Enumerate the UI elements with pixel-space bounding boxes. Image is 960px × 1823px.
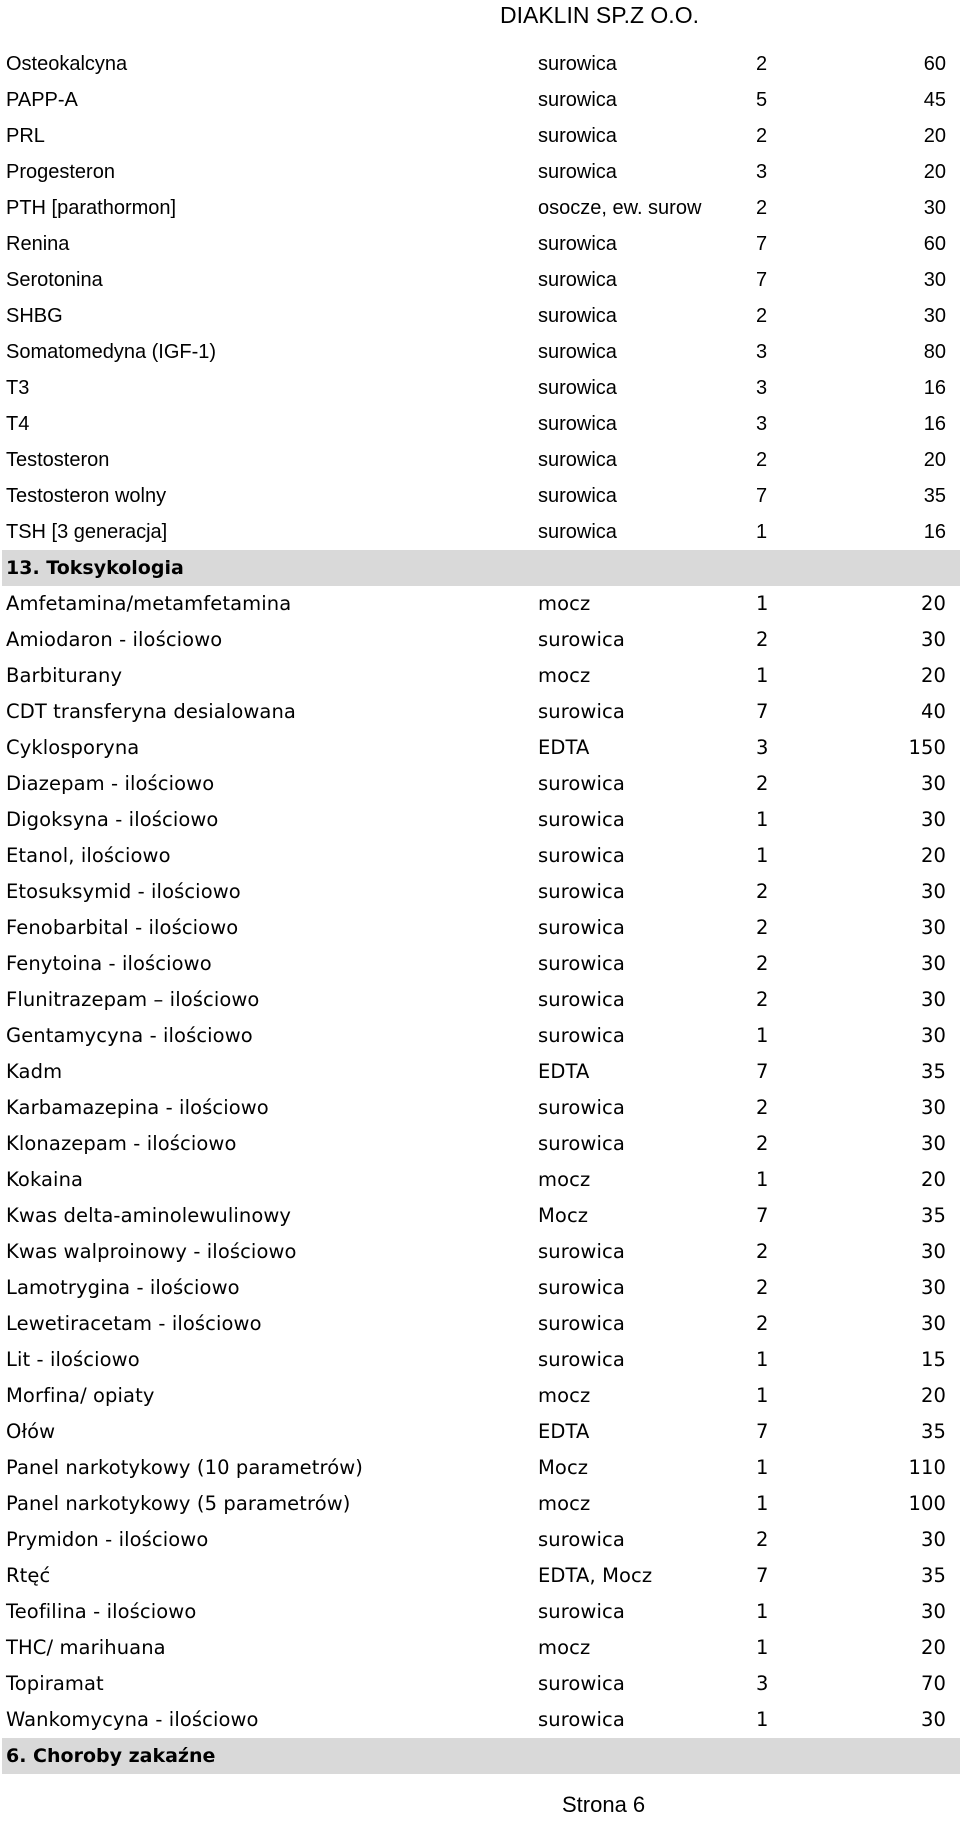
table-row: [2, 190, 960, 226]
material-cell: surowica: [538, 521, 617, 543]
material-cell: surowica: [538, 269, 617, 291]
test-name-cell: Testosteron: [6, 449, 110, 471]
material-cell: surowica: [538, 1276, 625, 1299]
turnaround-days-cell: 2: [756, 53, 768, 75]
material-cell: surowica: [538, 1708, 625, 1731]
table-row: [2, 874, 960, 910]
material-cell: surowica: [538, 1528, 625, 1551]
price-cell: 20: [920, 664, 946, 687]
material-cell: surowica: [538, 1132, 625, 1155]
turnaround-days-cell: 3: [756, 1672, 769, 1695]
material-cell: surowica: [538, 53, 617, 75]
price-cell: 35: [923, 485, 946, 507]
price-cell: 45: [923, 89, 946, 111]
price-cell: 30: [923, 305, 946, 327]
turnaround-days-cell: 1: [756, 1384, 769, 1407]
turnaround-days-cell: 2: [756, 916, 769, 939]
test-name-cell: Lit - ilościowo: [6, 1348, 140, 1371]
table-row: [2, 1666, 960, 1702]
price-cell: 30: [920, 628, 946, 651]
test-name-cell: Progesteron: [6, 161, 115, 183]
turnaround-days-cell: 2: [756, 197, 768, 219]
test-name-cell: Wankomycyna - ilościowo: [6, 1708, 259, 1731]
turnaround-days-cell: 3: [756, 377, 768, 399]
material-cell: EDTA, Mocz: [538, 1564, 653, 1587]
turnaround-days-cell: 7: [756, 485, 768, 507]
turnaround-days-cell: 1: [756, 592, 769, 615]
table-row: [2, 586, 960, 622]
table-row: [2, 730, 960, 766]
material-cell: surowica: [538, 161, 617, 183]
material-cell: surowica: [538, 305, 617, 327]
price-cell: 30: [920, 1132, 946, 1155]
turnaround-days-cell: 2: [756, 449, 768, 471]
table-row: [2, 1522, 960, 1558]
table-row: [2, 478, 960, 514]
turnaround-days-cell: 2: [756, 772, 769, 795]
page-number: Strona 6: [562, 1792, 646, 1817]
material-cell: mocz: [538, 664, 591, 687]
price-cell: 100: [908, 1492, 946, 1515]
table-row: [2, 982, 960, 1018]
price-cell: 20: [923, 161, 946, 183]
table-row: [2, 46, 960, 82]
price-cell: 30: [920, 988, 946, 1011]
turnaround-days-cell: 3: [756, 341, 768, 363]
material-cell: surowica: [538, 808, 625, 831]
section-title: 13. Toksykologia: [2, 550, 960, 586]
material-cell: surowica: [538, 700, 625, 723]
test-name-cell: T4: [6, 413, 30, 435]
material-cell: surowica: [538, 952, 625, 975]
table-row: [2, 622, 960, 658]
hormones-rows: [2, 46, 960, 550]
price-cell: 30: [920, 1600, 946, 1623]
material-cell: EDTA: [538, 1060, 590, 1083]
price-cell: 30: [920, 1096, 946, 1119]
test-name-cell: Renina: [6, 233, 70, 255]
turnaround-days-cell: 1: [756, 1348, 769, 1371]
table-row: [2, 1414, 960, 1450]
table-row: [2, 1630, 960, 1666]
price-cell: 16: [923, 413, 946, 435]
turnaround-days-cell: 1: [756, 1168, 769, 1191]
turnaround-days-cell: 1: [756, 1456, 769, 1479]
turnaround-days-cell: 3: [756, 161, 768, 183]
price-cell: 60: [923, 233, 946, 255]
material-cell: surowica: [538, 1348, 625, 1371]
test-name-cell: SHBG: [6, 305, 63, 327]
price-cell: 15: [920, 1348, 946, 1371]
turnaround-days-cell: 2: [756, 305, 768, 327]
table-row: [2, 82, 960, 118]
table-row: [2, 226, 960, 262]
turnaround-days-cell: 7: [756, 1420, 769, 1443]
material-cell: EDTA: [538, 736, 590, 759]
test-name-cell: Rtęć: [6, 1564, 51, 1587]
table-row: [2, 910, 960, 946]
material-cell: surowica: [538, 1024, 625, 1047]
price-cell: 30: [920, 1240, 946, 1263]
test-name-cell: Diazepam - ilościowo: [6, 772, 215, 795]
material-cell: surowica: [538, 1096, 625, 1119]
table-row: [2, 514, 960, 550]
table-row: [2, 1306, 960, 1342]
turnaround-days-cell: 2: [756, 880, 769, 903]
price-cell: 20: [920, 1384, 946, 1407]
price-cell: 30: [920, 1024, 946, 1047]
material-cell: surowica: [538, 233, 617, 255]
test-name-cell: Ołów: [6, 1420, 56, 1443]
price-cell: 35: [920, 1060, 946, 1083]
table-row: [2, 118, 960, 154]
material-cell: surowica: [538, 772, 625, 795]
material-cell: surowica: [538, 89, 617, 111]
material-cell: mocz: [538, 1492, 591, 1515]
material-cell: Mocz: [538, 1204, 589, 1227]
test-name-cell: Lewetiracetam - ilościowo: [6, 1312, 262, 1335]
toxicology-section: [2, 550, 960, 586]
table-row: [2, 262, 960, 298]
price-cell: 16: [923, 521, 946, 543]
turnaround-days-cell: 2: [756, 1096, 769, 1119]
price-cell: 30: [923, 197, 946, 219]
material-cell: surowica: [538, 844, 625, 867]
price-cell: 30: [920, 880, 946, 903]
material-cell: mocz: [538, 1384, 591, 1407]
test-name-cell: Kadm: [6, 1060, 63, 1083]
test-name-cell: Prymidon - ilościowo: [6, 1528, 209, 1551]
price-cell: 30: [920, 916, 946, 939]
test-name-cell: Kwas delta-aminolewulinowy: [6, 1204, 292, 1227]
table-row: [2, 406, 960, 442]
test-name-cell: PAPP-A: [6, 89, 78, 111]
turnaround-days-cell: 7: [756, 700, 769, 723]
material-cell: surowica: [538, 1672, 625, 1695]
turnaround-days-cell: 1: [756, 664, 769, 687]
test-name-cell: Panel narkotykowy (10 parametrów): [6, 1456, 363, 1479]
price-cell: 20: [920, 1168, 946, 1191]
turnaround-days-cell: 2: [756, 1528, 769, 1551]
turnaround-days-cell: 7: [756, 1204, 769, 1227]
turnaround-days-cell: 2: [756, 988, 769, 1011]
infectious-section: [2, 1738, 960, 1774]
test-name-cell: Amiodaron - ilościowo: [6, 628, 223, 651]
table-row: [2, 946, 960, 982]
turnaround-days-cell: 3: [756, 413, 768, 435]
table-row: [2, 298, 960, 334]
turnaround-days-cell: 5: [756, 89, 768, 111]
price-cell: 80: [923, 341, 946, 363]
test-name-cell: Osteokalcyna: [6, 53, 128, 75]
material-cell: surowica: [538, 880, 625, 903]
test-name-cell: PRL: [6, 125, 45, 147]
test-name-cell: Kokaina: [6, 1168, 84, 1191]
table-row: [2, 1270, 960, 1306]
price-cell: 20: [923, 125, 946, 147]
test-name-cell: T3: [6, 377, 30, 399]
price-cell: 20: [920, 592, 946, 615]
price-cell: 30: [920, 1312, 946, 1335]
material-cell: mocz: [538, 1636, 591, 1659]
table-row: [2, 658, 960, 694]
table-row: [2, 154, 960, 190]
price-cell: 40: [920, 700, 946, 723]
test-name-cell: Topiramat: [6, 1672, 104, 1695]
section-header-toxicology: [2, 550, 960, 586]
test-name-cell: Klonazepam - ilościowo: [6, 1132, 237, 1155]
turnaround-days-cell: 1: [756, 1636, 769, 1659]
price-cell: 30: [920, 1528, 946, 1551]
turnaround-days-cell: 2: [756, 125, 768, 147]
price-cell: 35: [920, 1564, 946, 1587]
material-cell: Mocz: [538, 1456, 589, 1479]
test-name-cell: THC/ marihuana: [6, 1636, 166, 1659]
table-row: [2, 1342, 960, 1378]
test-name-cell: Karbamazepina - ilościowo: [6, 1096, 269, 1119]
price-cell: 35: [920, 1420, 946, 1443]
turnaround-days-cell: 1: [756, 844, 769, 867]
test-name-cell: Fenytoina - ilościowo: [6, 952, 212, 975]
toxicology-rows: [2, 586, 960, 1738]
test-name-cell: Flunitrazepam – ilościowo: [6, 988, 260, 1011]
test-name-cell: Barbiturany: [6, 664, 123, 687]
material-cell: osocze, ew. surow: [538, 197, 702, 219]
turnaround-days-cell: 3: [756, 736, 769, 759]
test-name-cell: Etanol, ilościowo: [6, 844, 171, 867]
price-cell: 30: [923, 269, 946, 291]
table-row: [2, 1054, 960, 1090]
table-row: [2, 370, 960, 406]
turnaround-days-cell: 2: [756, 1240, 769, 1263]
material-cell: surowica: [538, 377, 617, 399]
test-name-cell: Digoksyna - ilościowo: [6, 808, 219, 831]
table-row: [2, 766, 960, 802]
material-cell: surowica: [538, 1600, 625, 1623]
test-name-cell: Cyklosporyna: [6, 736, 140, 759]
price-cell: 70: [920, 1672, 946, 1695]
test-name-cell: TSH [3 generacja]: [6, 521, 168, 543]
material-cell: surowica: [538, 988, 625, 1011]
table-row: [2, 802, 960, 838]
test-name-cell: Etosuksymid - ilościowo: [6, 880, 241, 903]
table-row: [2, 1594, 960, 1630]
turnaround-days-cell: 1: [756, 1708, 769, 1731]
test-name-cell: Morfina/ opiaty: [6, 1384, 155, 1407]
material-cell: surowica: [538, 628, 625, 651]
price-cell: 35: [920, 1204, 946, 1227]
price-list-table: [2, 46, 960, 1774]
table-row: [2, 1558, 960, 1594]
table-row: [2, 1090, 960, 1126]
turnaround-days-cell: 2: [756, 1312, 769, 1335]
table-row: [2, 694, 960, 730]
table-row: [2, 1702, 960, 1738]
price-cell: 30: [920, 952, 946, 975]
test-name-cell: Teofilina - ilościowo: [6, 1600, 197, 1623]
section-title: 6. Choroby zakaźne: [2, 1738, 960, 1774]
table-row: [2, 1486, 960, 1522]
document-header-company: DIAKLIN SP.Z O.O.: [500, 2, 699, 28]
material-cell: surowica: [538, 1240, 625, 1263]
turnaround-days-cell: 1: [756, 1492, 769, 1515]
material-cell: surowica: [538, 125, 617, 147]
test-name-cell: Fenobarbital - ilościowo: [6, 916, 239, 939]
table-row: [2, 1378, 960, 1414]
test-name-cell: PTH [parathormon]: [6, 197, 177, 219]
table-row: [2, 334, 960, 370]
material-cell: surowica: [538, 449, 617, 471]
turnaround-days-cell: 1: [756, 808, 769, 831]
price-cell: 30: [920, 772, 946, 795]
material-cell: mocz: [538, 592, 591, 615]
price-cell: 20: [920, 844, 946, 867]
turnaround-days-cell: 7: [756, 233, 768, 255]
table-row: [2, 1234, 960, 1270]
price-cell: 110: [908, 1456, 946, 1479]
table-row: [2, 1018, 960, 1054]
test-name-cell: Amfetamina/metamfetamina: [6, 592, 292, 615]
table-row: [2, 838, 960, 874]
turnaround-days-cell: 7: [756, 1564, 769, 1587]
turnaround-days-cell: 2: [756, 1132, 769, 1155]
table-row: [2, 1198, 960, 1234]
price-cell: 16: [923, 377, 946, 399]
turnaround-days-cell: 2: [756, 628, 769, 651]
test-name-cell: Serotonina: [6, 269, 103, 291]
table-row: [2, 1450, 960, 1486]
test-name-cell: Gentamycyna - ilościowo: [6, 1024, 253, 1047]
test-name-cell: Panel narkotykowy (5 parametrów): [6, 1492, 351, 1515]
test-name-cell: CDT transferyna desialowana: [6, 700, 296, 723]
turnaround-days-cell: 2: [756, 1276, 769, 1299]
price-cell: 20: [920, 1636, 946, 1659]
table-row: [2, 1162, 960, 1198]
turnaround-days-cell: 1: [756, 1600, 769, 1623]
price-cell: 150: [908, 736, 946, 759]
material-cell: surowica: [538, 485, 617, 507]
turnaround-days-cell: 2: [756, 952, 769, 975]
turnaround-days-cell: 1: [756, 1024, 769, 1047]
material-cell: mocz: [538, 1168, 591, 1191]
turnaround-days-cell: 7: [756, 1060, 769, 1083]
material-cell: surowica: [538, 413, 617, 435]
table-row: [2, 1126, 960, 1162]
test-name-cell: Lamotrygina - ilościowo: [6, 1276, 240, 1299]
price-cell: 30: [920, 808, 946, 831]
table-row: [2, 442, 960, 478]
material-cell: surowica: [538, 916, 625, 939]
material-cell: surowica: [538, 1312, 625, 1335]
price-cell: 30: [920, 1708, 946, 1731]
test-name-cell: Kwas walproinowy - ilościowo: [6, 1240, 297, 1263]
material-cell: surowica: [538, 341, 617, 363]
turnaround-days-cell: 1: [756, 521, 768, 543]
turnaround-days-cell: 7: [756, 269, 768, 291]
price-cell: 20: [923, 449, 946, 471]
test-name-cell: Somatomedyna (IGF-1): [6, 341, 217, 363]
test-name-cell: Testosteron wolny: [6, 485, 167, 507]
section-header-infectious-diseases: [2, 1738, 960, 1774]
price-cell: 30: [920, 1276, 946, 1299]
price-cell: 60: [923, 53, 946, 75]
material-cell: EDTA: [538, 1420, 590, 1443]
